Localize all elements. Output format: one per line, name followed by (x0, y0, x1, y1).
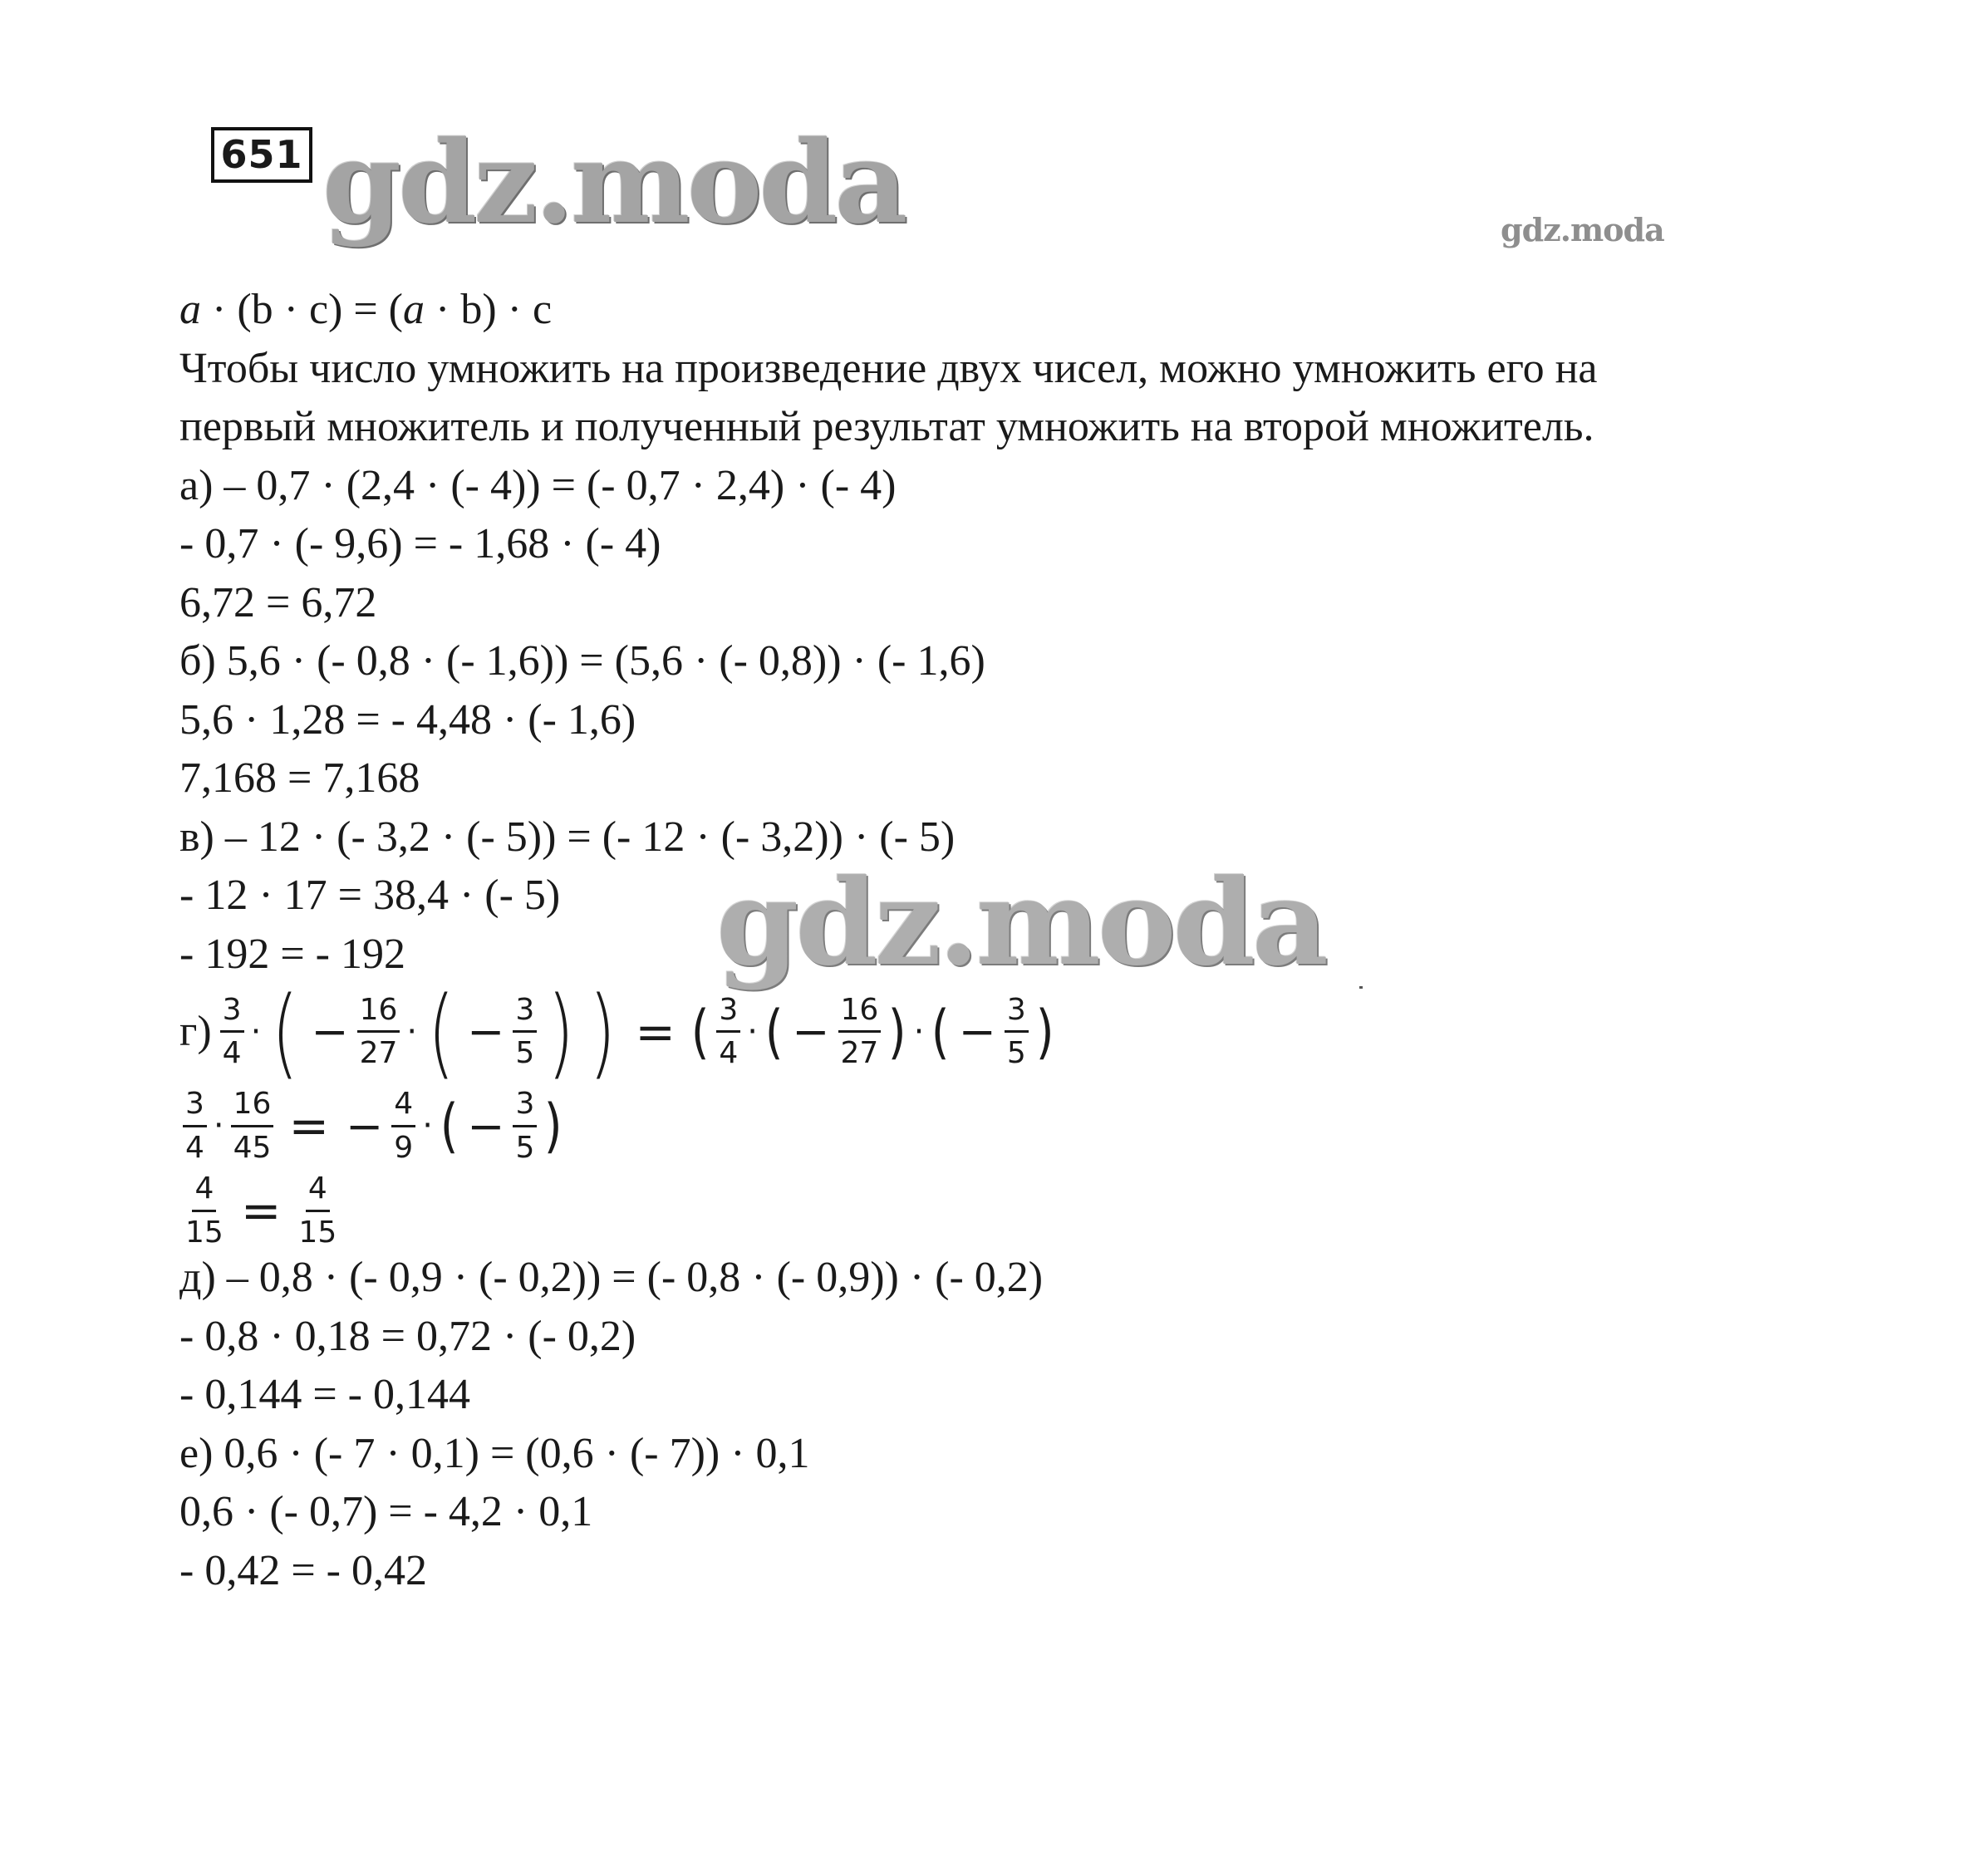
fraction: $\frac{16}{45}$ (231, 1087, 274, 1165)
fraction: $\frac{3}{5}$ (513, 993, 537, 1071)
part-a-line-2: - 0,7 · (- 9,6) = - 1,68 · (- 4) (179, 520, 661, 567)
fraction: $\frac{3}{4}$ (716, 993, 740, 1071)
part-g-line-3: $\frac{4}{15}$ = $\frac{4}{15}$ (179, 1172, 1841, 1249)
part-b-line-2: 5,6 · 1,28 = - 4,48 · (- 1,6) (179, 695, 636, 744)
part-d-line-1: д) – 0,8 · (- 0,9 · (- 0,2)) = (- 0,8 · (- 0,9)) · (- 0,2) (179, 1254, 1044, 1301)
part-v-line-3: - 192 = - 192 (179, 930, 405, 978)
part-b-line-3: 7,168 = 7,168 (179, 754, 420, 802)
rule-line-2: первый множитель и полученный результат умножить на второй множитель. (179, 403, 1594, 450)
scan-speck (1359, 986, 1363, 989)
fraction: $\frac{3}{5}$ (513, 1087, 537, 1165)
part-e-line-2: 0,6 · (- 0,7) = - 4,2 · 0,1 (179, 1488, 593, 1535)
rule-line-1: Чтобы число умножить на произведение двух чисел, можно умножить его на (179, 344, 1598, 392)
part-a-line-1: а) – 0,7 · (2,4 · (- 4)) = (- 0,7 · 2,4) · (- 4) (179, 461, 897, 509)
part-e-line-1: е) 0,6 · (- 7 · 0,1) = (0,6 · (- 7)) · 0,1 (179, 1429, 810, 1477)
watermark-logo-top: gdz.moda (322, 116, 905, 249)
part-v-line-2: - 12 · 17 = 38,4 · (- 5) (179, 872, 561, 919)
part-b-line-1: б) 5,6 · (- 0,8 · (- 1,6)) = (5,6 · (- 0,8)) · (- 1,6) (179, 637, 985, 685)
fraction: $\frac{4}{9}$ (391, 1087, 415, 1165)
formula-line (179, 281, 1841, 340)
part-d-line-3: - 0,144 = - 0,144 (179, 1371, 470, 1418)
fraction: $\frac{16}{27}$ (838, 993, 882, 1071)
fraction: $\frac{3}{4}$ (220, 993, 244, 1071)
fraction: $\frac{3}{4}$ (183, 1087, 207, 1165)
task-number: 651 (211, 127, 312, 183)
part-e-line-3: - 0,42 = - 0,42 (179, 1546, 427, 1594)
formula-var-a: a (179, 286, 201, 333)
formula-var-a-2: a (403, 286, 425, 333)
formula-mid: · (b · c) = ( (201, 286, 403, 333)
watermark-logo-small: gdz.moda (1501, 211, 1664, 248)
formula-end: · b) · c (425, 286, 553, 333)
part-d-line-2: - 0,8 · 0,18 = 0,72 · (- 0,2) (179, 1312, 636, 1360)
part-a-line-3: 6,72 = 6,72 (179, 578, 377, 626)
fraction: $\frac{3}{5}$ (1005, 993, 1029, 1071)
part-v-line-1: в) – 12 · (- 3,2 · (- 5)) = (- 12 · (- 3,2)) · (- 5) (179, 813, 956, 861)
fraction: $\frac{4}{15}$ (185, 1171, 224, 1250)
fraction: $\frac{4}{15}$ (298, 1171, 337, 1250)
watermark-logo-middle: gdz.moda (716, 854, 1325, 992)
part-g-line-2: $\frac{3}{4}$ · $\frac{16}{45}$ = − $\frac{4}{9}$ · ( − $\frac{3}{5}$ ) (179, 1079, 1841, 1172)
part-g-line-1: г) $\frac{3}{4}$ · ( − $\frac{16}{27}$ · ( − $\frac{3}{5}$ ) ) = ( $\frac{3}{4}$ · ( − $\frac{16}{27}$ ) · ( − $\frac{3}{5}$ ) (179, 974, 1054, 1089)
fraction: $\frac{16}{27}$ (357, 993, 400, 1071)
part-g-label: г) (179, 1008, 212, 1055)
